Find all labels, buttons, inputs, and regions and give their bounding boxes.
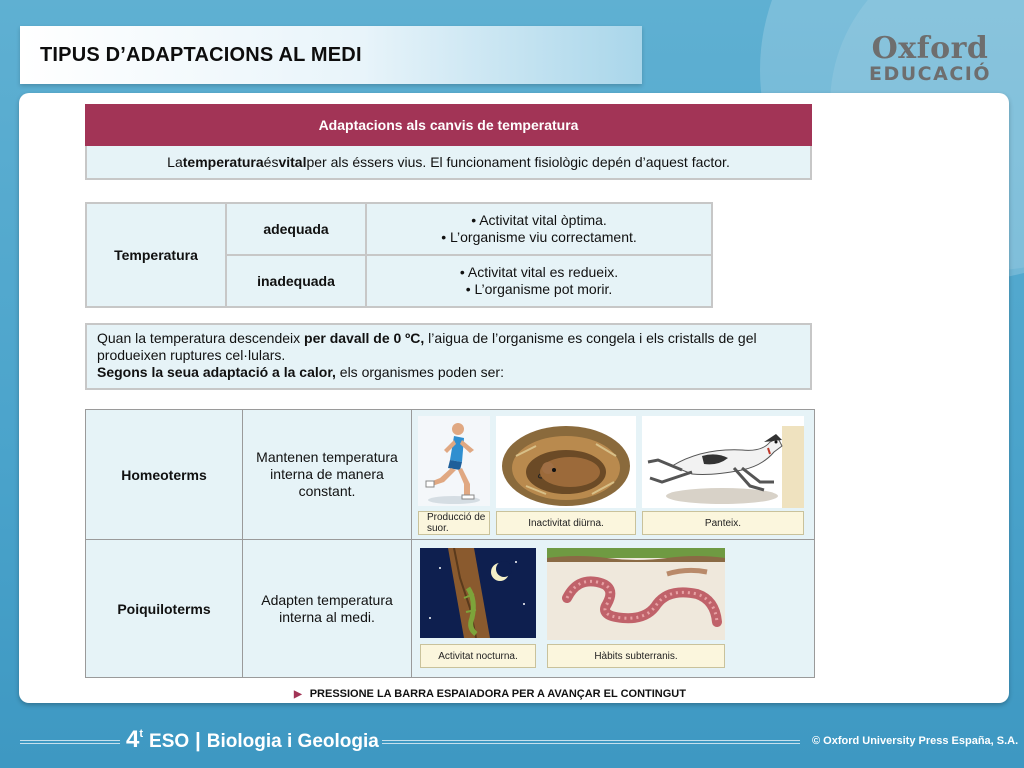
temperature-adequate-label: adequada [226, 203, 366, 255]
note-text: l’aigua de l’organisme es congela i els cristalls de gel produeixen ruptures cel·lulars. [97, 330, 757, 363]
advance-prompt [294, 688, 686, 700]
intro-text-part: La [167, 154, 183, 170]
effect-line: • Activitat vital òptima. [471, 212, 607, 228]
night-lizard-illustration [420, 548, 536, 638]
footer-divider [382, 740, 800, 744]
intro-text-part: per als éssers vius. El funcionament fisiològic depén d’aquest factor. [306, 154, 730, 170]
caption-daytime-inactivity: Inactivitat diürna. [496, 511, 636, 535]
title-bar [20, 26, 642, 84]
mouse-illustration [496, 416, 636, 508]
effect-line: • L’organisme pot morir. [465, 281, 613, 297]
runner-illustration [418, 416, 490, 506]
poikilotherms-label: Poiquiloterms [86, 540, 243, 678]
course-grade-suffix: t [139, 728, 144, 740]
course-level: ESO [149, 731, 190, 752]
course-separator: | [195, 730, 201, 752]
poikilotherms-description: Adapten temperatura interna al medi. [243, 540, 412, 678]
course-subject: Biologia i Geologia [206, 731, 379, 752]
effect-line: • L’organisme viu correctament. [441, 229, 637, 245]
page-title: TIPUS D’ADAPTACIONS AL MEDI [40, 43, 362, 66]
intro-bold-vital: vital [278, 154, 307, 170]
note-bold: per davall de 0 ºC, [304, 330, 425, 346]
earthworm-illustration [547, 548, 725, 640]
caption-sweat: Producció de suor. [418, 511, 490, 535]
note-text: Quan la temperatura descendeix [97, 330, 305, 346]
note-paragraph-1 [97, 330, 800, 364]
copyright: © Oxford University Press España, S.A. [812, 735, 1019, 747]
intro-bold-temperatura: temperatura [182, 154, 264, 170]
course-label [126, 726, 379, 754]
caption-panting: Panteix. [642, 511, 804, 535]
note-paragraph-2 [97, 364, 800, 381]
course-grade: 4 [126, 726, 140, 753]
homeotherms-images [412, 410, 815, 540]
play-arrow-icon: ▶ [294, 688, 302, 700]
poikilotherms-images [412, 540, 815, 678]
temperature-adequate-effects [366, 203, 712, 255]
footer-divider [20, 740, 120, 744]
caption-underground-habits: Hàbits subterranis. [547, 644, 725, 668]
note-box [85, 323, 812, 390]
temperature-inadequate-label: inadequada [226, 255, 366, 307]
homeotherms-description: Mantenen temperatura interna de manera constant. [243, 410, 412, 540]
temperature-table [85, 202, 713, 308]
homeotherms-label: Homeoterms [86, 410, 243, 540]
temperature-inadequate-effects [366, 255, 712, 307]
section-heading: Adaptacions als canvis de temperatura [85, 104, 812, 146]
logo-educacio: EDUCACIÓ [869, 63, 991, 85]
dog-illustration [642, 416, 804, 508]
advance-prompt-text: PRESSIONE LA BARRA ESPAIADORA PER A AVANÇAR EL CONTINGUT [309, 688, 686, 700]
intro-text-part: és [263, 154, 279, 170]
note-text: els organismes poden ser: [335, 364, 504, 380]
effect-line: • Activitat vital es redueix. [459, 264, 619, 280]
organisms-table [85, 409, 815, 678]
oxford-logo [868, 31, 992, 85]
intro-text [85, 146, 812, 180]
caption-nocturnal-activity: Activitat nocturna. [420, 644, 536, 668]
note-bold: Segons la seua adaptació a la calor, [97, 364, 336, 380]
logo-oxford: Oxford [871, 31, 989, 66]
temperature-label: Temperatura [86, 203, 226, 307]
